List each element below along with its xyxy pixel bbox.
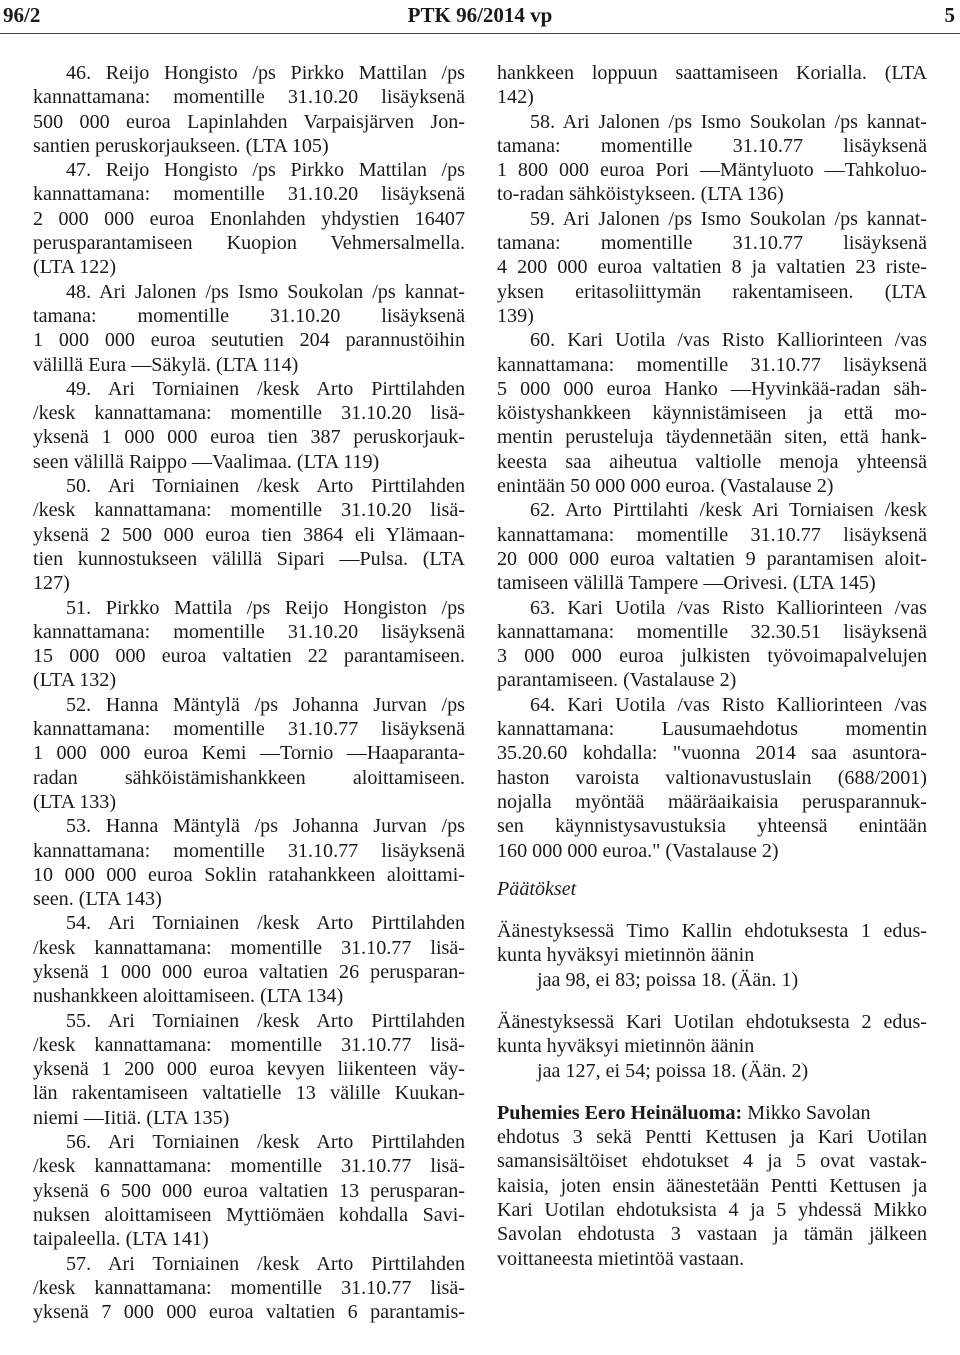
- proposal-line: (LTA 122): [33, 256, 117, 279]
- vote-line: Äänestyksessä Kari Uotilan ehdotuksesta 2 edus-: [497, 1010, 927, 1033]
- proposal-item: [33, 1130, 465, 1251]
- speaker-line: voittaneesta mietintöä vastaan.: [497, 1247, 745, 1270]
- continuation-line: 142): [497, 86, 534, 109]
- proposal-line: 15 000 000 euroa valtatien 22 parantamiseen.: [33, 645, 465, 668]
- proposal-line: yksenä 7 000 000 euroa valtatien 6 parantamis-: [33, 1301, 465, 1324]
- vote-line: kunta hyväksyi mietinnön äänin: [497, 944, 755, 967]
- proposal-line: 35.20.60 kohdalla: "vuonna 2014 saa asuntora-: [497, 742, 927, 765]
- proposal-first-line: 53. Hanna Mäntylä /ps Johanna Jurvan /ps: [66, 815, 465, 838]
- proposal-line: tien kunnostukseen välillä Sipari —Pulsa. (LTA: [33, 547, 465, 570]
- proposal-line: keesta saa aiheutua valtiolle menoja yhteensä: [497, 450, 927, 473]
- vote-result: jaa 127, ei 54; poissa 18. (Ään. 2): [537, 1059, 809, 1082]
- proposal-line: kannattamana: momentille 31.10.77 lisäyksenä: [497, 523, 927, 546]
- votes-section: [497, 919, 927, 1101]
- proposal-item: [33, 377, 465, 474]
- vote-block: [497, 1010, 927, 1083]
- proposal-first-line: 63. Kari Uotila /vas Risto Kalliorinteen /vas: [530, 596, 927, 619]
- proposal-line: 3 000 000 euroa julkisten työvoimapalvelujen: [497, 645, 927, 668]
- document-title: PTK 96/2014 vp: [407, 3, 553, 27]
- proposal-line: nuksen aloittamiseen Myttiömäen kohdalla Savi-: [33, 1203, 465, 1226]
- proposal-first-line: 47. Reijo Hongisto /ps Pirkko Mattilan /ps: [66, 159, 465, 182]
- proposal-line: köistyshankkeen käynnistämiseen ja että mo-: [497, 402, 927, 425]
- proposal-line: yksenä 1 200 000 euroa kevyen liikenteen väy-: [33, 1058, 465, 1081]
- page-number: 5: [944, 3, 955, 27]
- proposal-first-line: 46. Reijo Hongisto /ps Pirkko Mattilan /ps: [66, 62, 465, 84]
- proposal-line: län rakentamiseen valtatielle 13 välille Kuukan-: [33, 1082, 465, 1105]
- speaker-line: ehdotus 3 sekä Pentti Kettusen ja Kari Uotilan: [497, 1126, 927, 1149]
- page-header: [0, 0, 960, 30]
- proposal-line: /kesk kannattamana: momentille 31.10.77 lisä-: [33, 1155, 465, 1178]
- proposal-first-line: 51. Pirkko Mattila /ps Reijo Hongiston /ps: [66, 596, 465, 619]
- proposal-line: 1 000 000 euroa Kemi —Tornio —Haaparanta-: [33, 742, 465, 765]
- proposal-item: [33, 280, 465, 377]
- proposal-first-line: 64. Kari Uotila /vas Risto Kalliorinteen /vas: [530, 693, 927, 716]
- speaker-name: Puhemies Eero Heinäluoma:: [497, 1101, 743, 1124]
- proposal-line: yksenä 6 500 000 euroa valtatien 13 perusparan-: [33, 1179, 465, 1202]
- proposal-line: 500 000 euroa Lapinlahden Varpaisjärven Jon-: [33, 110, 465, 133]
- proposal-line: 1 000 000 euroa seututien 204 parannustöihin: [33, 329, 465, 352]
- spacer: [497, 992, 927, 1010]
- proposal-line: mentin perusteluja täydennetään siten, että hank-: [497, 426, 927, 449]
- proposal-line: tamana: momentille 31.10.77 lisäyksenä: [497, 232, 927, 255]
- proposal-first-line: 54. Ari Torniainen /kesk Arto Pirttilahden: [66, 912, 465, 935]
- proposal-line: perusparantamiseen Kuopion Vehmersalmella.: [33, 232, 465, 255]
- proposal-line: tamana: momentille 31.10.77 lisäyksenä: [497, 134, 927, 157]
- proposal-line: seen välillä Raippo —Vaalimaa. (LTA 119): [33, 450, 380, 473]
- proposal-line: 127): [33, 572, 70, 595]
- proposal-line: yksenä 1 000 000 euroa tien 387 peruskorjauk-: [33, 426, 465, 449]
- proposal-first-line: 57. Ari Torniainen /kesk Arto Pirttilahden: [66, 1252, 465, 1275]
- proposal-item: [33, 158, 465, 279]
- proposal-line: haston varoista valtionavustuslain (688/2001): [497, 766, 927, 789]
- proposal-first-line: 55. Ari Torniainen /kesk Arto Pirttilahden: [66, 1009, 465, 1032]
- proposal-line: tamiseen välillä Tampere —Orivesi. (LTA 145): [497, 572, 876, 595]
- proposal-line: kannattamana: momentille 31.10.20 lisäyksenä: [33, 86, 465, 109]
- continuation-text: [497, 61, 927, 110]
- proposal-first-line: 48. Ari Jalonen /ps Ismo Soukolan /ps kannat-: [66, 280, 465, 303]
- proposal-item: [33, 61, 465, 158]
- proposal-first-line: 60. Kari Uotila /vas Risto Kalliorinteen /vas: [530, 329, 927, 352]
- proposal-line: 2 000 000 euroa Enonlahden yhdystien 16407: [33, 207, 465, 230]
- vote-line: Äänestyksessä Timo Kallin ehdotuksesta 1 edus-: [497, 920, 927, 943]
- proposal-item: [33, 814, 465, 911]
- proposal-line: kannattamana: momentille 31.10.77 lisäyksenä: [33, 718, 465, 741]
- proposal-line: seen. (LTA 143): [33, 888, 162, 911]
- vote-block: [497, 919, 927, 992]
- proposal-item: [33, 474, 465, 595]
- proposal-first-line: 52. Hanna Mäntylä /ps Johanna Jurvan /ps: [66, 693, 465, 716]
- proposal-line: santien peruskorjaukseen. (LTA 105): [33, 134, 329, 157]
- proposal-line: yksen eritasoliittymän rakentamiseen. (LTA: [497, 280, 927, 303]
- proposal-line: kannattamana: momentille 31.10.20 lisäyksenä: [33, 620, 465, 643]
- proposal-line: kannattamana: momentille 31.10.77 lisäyksenä: [497, 353, 927, 376]
- proposal-line: nojalla myöntää määräaikaisia perusparannuk-: [497, 790, 927, 813]
- proposal-line: 20 000 000 euroa valtatien 9 parantamisen aloit-: [497, 547, 927, 570]
- proposal-line: yksenä 2 500 000 euroa tien 3864 eli Ylämaan-: [33, 523, 465, 546]
- proposal-line: 4 200 000 euroa valtatien 8 ja valtatien 23 riste-: [497, 256, 927, 279]
- proposal-line: kannattamana: Lausumaehdotus momentin: [497, 718, 927, 741]
- proposal-first-line: 59. Ari Jalonen /ps Ismo Soukolan /ps kannat-: [530, 207, 927, 230]
- spacer: [497, 1083, 927, 1101]
- proposal-line: to-radan sähköistykseen. (LTA 136): [497, 183, 784, 206]
- speaker-line: Savolan ehdotusta 3 vastaan ja tämän jälkeen: [497, 1223, 927, 1246]
- proposal-line: sen käynnistysavustuksia yhteensä enintään: [497, 815, 927, 838]
- proposal-line: nushankkeen aloittamiseen. (LTA 134): [33, 985, 344, 1008]
- proposal-line: yksenä 1 000 000 euroa valtatien 26 perusparan-: [33, 960, 465, 983]
- proposal-item: [497, 110, 927, 207]
- proposal-first-line: 62. Arto Pirttilahti /kesk Ari Torniaisen /kesk: [530, 499, 927, 522]
- proposal-item: [497, 596, 927, 693]
- proposal-item: [497, 498, 927, 595]
- proposal-line: /kesk kannattamana: momentille 31.10.20 lisä-: [33, 499, 465, 522]
- proposal-line: välillä Eura —Säkylä. (LTA 114): [33, 353, 299, 376]
- proposal-line: parantamiseen. (Vastalause 2): [497, 669, 737, 692]
- proposal-line: /kesk kannattamana: momentille 31.10.20 lisä-: [33, 402, 465, 425]
- proposal-line: 160 000 000 euroa." (Vastalause 2): [497, 839, 779, 862]
- proposal-item: [497, 328, 927, 498]
- speaker-paragraph: [497, 1101, 927, 1271]
- proposal-line: kannattamana: momentille 31.10.77 lisäyksenä: [33, 839, 465, 862]
- proposal-line: /kesk kannattamana: momentille 31.10.77 lisä-: [33, 1033, 465, 1056]
- proposal-item: [33, 1009, 465, 1130]
- proposal-line: 10 000 000 euroa Soklin ratahankkeen aloittami-: [33, 863, 465, 886]
- proposal-item: [497, 693, 927, 863]
- proposal-line: /kesk kannattamana: momentille 31.10.77 lisä-: [33, 936, 465, 959]
- proposal-item: [33, 1252, 465, 1325]
- proposal-item: [33, 693, 465, 814]
- proposal-first-line: 56. Ari Torniainen /kesk Arto Pirttilahden: [66, 1131, 465, 1154]
- vote-line: kunta hyväksyi mietinnön äänin: [497, 1035, 755, 1058]
- proposal-line: enintään 50 000 000 euroa. (Vastalause 2): [497, 475, 834, 498]
- proposal-line: 139): [497, 304, 534, 327]
- header-rule: [0, 33, 960, 34]
- speaker-line: samansisältöiset ehdotukset 4 ja 5 ovat vastak-: [497, 1150, 927, 1173]
- proposal-list: [497, 110, 927, 863]
- proposal-line: tamana: momentille 31.10.20 lisäyksenä: [33, 304, 465, 327]
- page-ref: 96/2: [3, 3, 41, 27]
- continuation-line: hankkeen loppuun saattamiseen Korialla. (LTA: [497, 62, 927, 84]
- proposal-line: niemi —Iitiä. (LTA 135): [33, 1106, 230, 1129]
- proposal-line: (LTA 133): [33, 790, 117, 813]
- proposal-item: [497, 207, 927, 328]
- decisions-heading: Päätökset: [497, 877, 577, 900]
- proposal-line: (LTA 132): [33, 669, 117, 692]
- right-column: [497, 61, 927, 1271]
- proposal-line: 5 000 000 euroa Hanko —Hyvinkää-radan säh-: [497, 377, 927, 400]
- proposal-first-line: 58. Ari Jalonen /ps Ismo Soukolan /ps kannat-: [530, 110, 927, 133]
- speaker-line: kaisia, joten ensin äänestetään Pentti Kettusen ja: [497, 1174, 927, 1197]
- proposal-line: /kesk kannattamana: momentille 31.10.77 lisä-: [33, 1276, 465, 1299]
- proposal-first-line: 49. Ari Torniainen /kesk Arto Pirttilahden: [66, 377, 465, 400]
- proposal-line: radan sähköistämishankkeen aloittamiseen.: [33, 766, 465, 789]
- left-column: [33, 61, 465, 1324]
- proposal-line: kannattamana: momentille 31.10.20 lisäyksenä: [33, 183, 465, 206]
- proposal-line: taipaleella. (LTA 141): [33, 1228, 209, 1251]
- proposal-item: [33, 596, 465, 693]
- proposal-item: [33, 911, 465, 1008]
- proposal-first-line: 50. Ari Torniainen /kesk Arto Pirttilahden: [66, 475, 465, 498]
- speaker-line: Kari Uotilan ehdotuksista 4 ja 5 yhdessä Mikko: [497, 1199, 927, 1222]
- speaker-text-first: Mikko Savolan: [742, 1101, 871, 1124]
- proposal-line: 1 800 000 euroa Pori —Mäntyluoto —Tahkoluo-: [497, 159, 927, 182]
- proposal-line: kannattamana: momentille 32.30.51 lisäyksenä: [497, 620, 927, 643]
- vote-result: jaa 98, ei 83; poissa 18. (Ään. 1): [537, 968, 799, 991]
